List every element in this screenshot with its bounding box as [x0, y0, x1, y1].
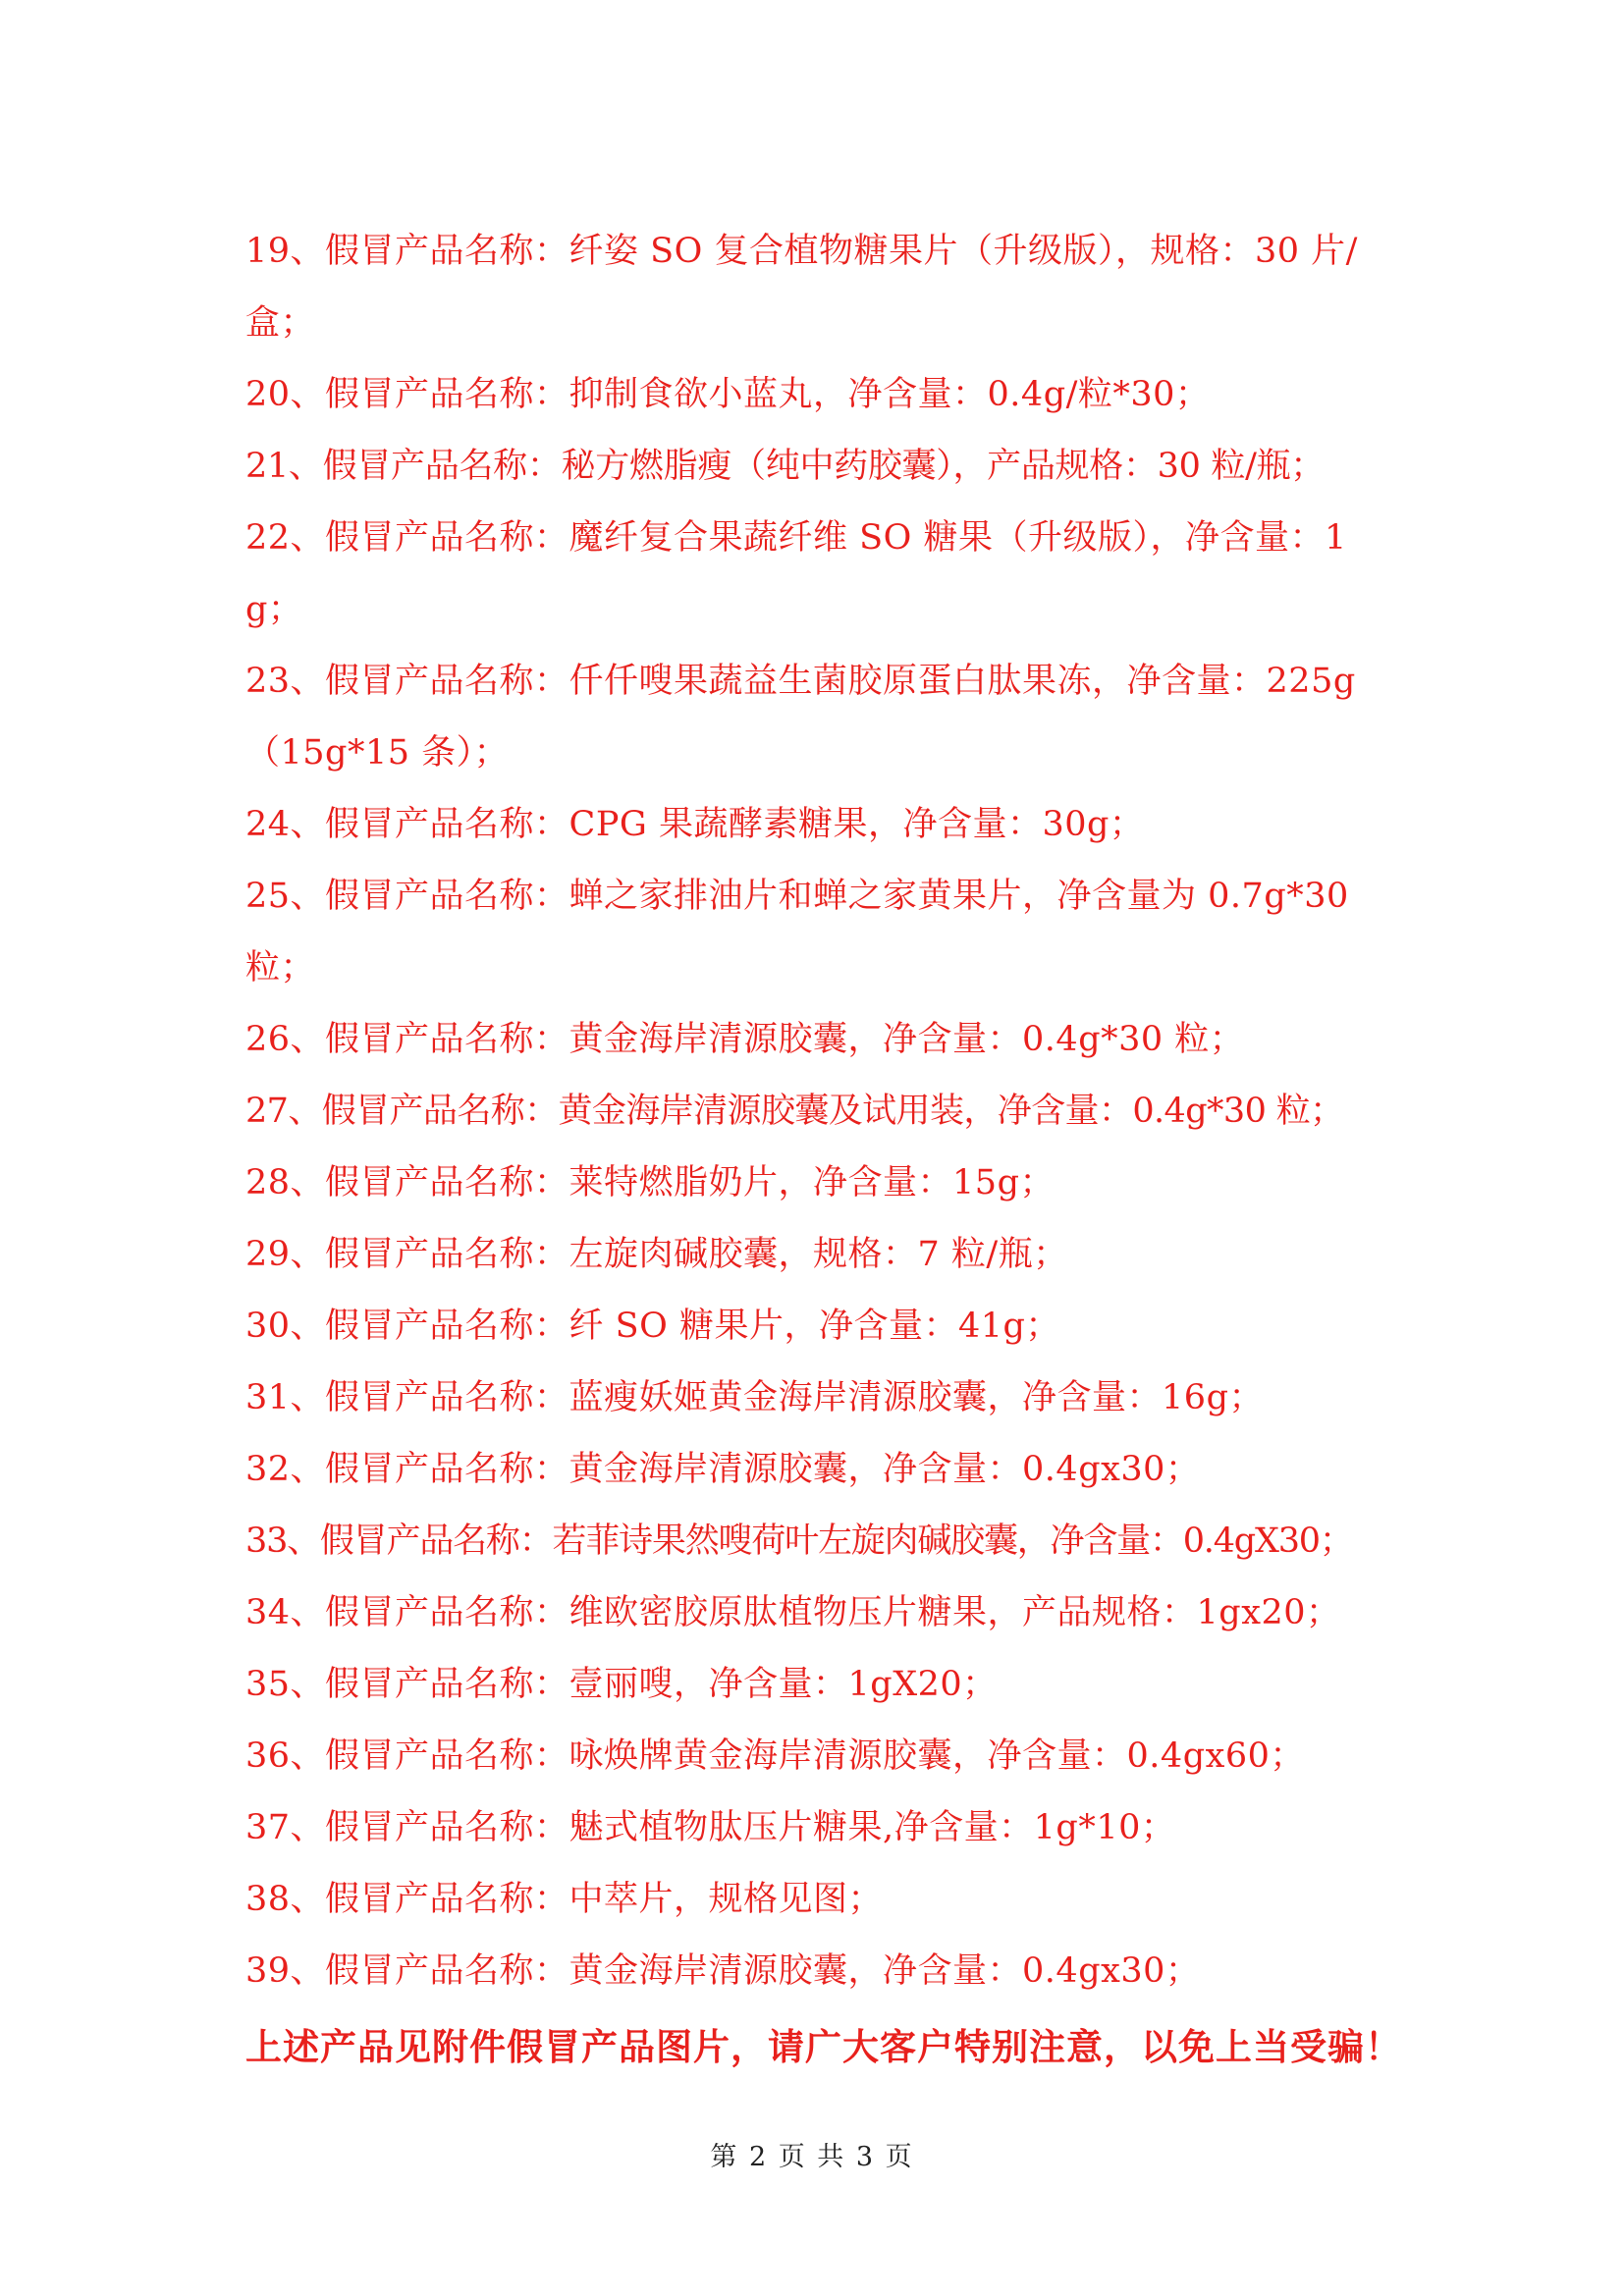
product-entry-25: 25、假冒产品名称：蝉之家排油片和蝉之家黄果片，净含量为 0.7g*30 粒； — [245, 877, 1349, 988]
product-entry-24: 24、假冒产品名称：CPG 果蔬酵素糖果，净含量：30g； — [245, 805, 1145, 844]
product-entry-22: 22、假冒产品名称：魔纤复合果蔬纤维 SO 糖果（升级版），净含量：1g； — [245, 518, 1347, 629]
product-entry-39: 39、假冒产品名称：黄金海岸清源胶囊，净含量：0.4gx30； — [245, 1951, 1201, 1991]
product-entry-32: 32、假冒产品名称：黄金海岸清源胶囊，净含量：0.4gx30； — [245, 1450, 1201, 1489]
page-number-footer: 第 2 页 共 3 页 — [710, 2142, 914, 2172]
product-entry-38: 38、假冒产品名称：中萃片，规格见图； — [245, 1880, 884, 1919]
product-entry-20: 20、假冒产品名称：抑制食欲小蓝丸，净含量：0.4g/粒*30； — [245, 375, 1211, 414]
product-entry-34: 34、假冒产品名称：维欧密胶原肽植物压片糖果，产品规格：1gx20； — [245, 1593, 1341, 1632]
product-entry-35: 35、假冒产品名称：壹丽嗖，净含量：1gX20； — [245, 1665, 998, 1704]
product-entry-29: 29、假冒产品名称：左旋肉碱胶囊，规格：7 粒/瓶； — [245, 1235, 1068, 1274]
product-entry-36: 36、假冒产品名称：咏焕牌黄金海岸清源胶囊，净含量：0.4gx60； — [245, 1736, 1305, 1776]
product-entry-37: 37、假冒产品名称：魅式植物肽压片糖果,净含量：1g*10； — [245, 1808, 1176, 1847]
product-entry-33: 33、假冒产品名称：若菲诗果然嗖荷叶左旋肉碱胶囊，净含量：0.4gX30； — [245, 1522, 1353, 1561]
product-entry-27: 27、假冒产品名称：黄金海岸清源胶囊及试用装，净含量：0.4g*30 粒； — [245, 1092, 1344, 1131]
document-body — [245, 216, 1402, 2086]
warning-notice: 上述产品见附件假冒产品图片，请广大客户特别注意，以免上当受骗！ — [245, 2025, 1402, 2068]
product-entry-30: 30、假冒产品名称：纤 SO 糖果片，净含量：41g； — [245, 1307, 1060, 1346]
product-entry-21: 21、假冒产品名称：秘方燃脂瘦（纯中药胶囊），产品规格：30 粒/瓶； — [245, 447, 1325, 486]
product-entry-23: 23、假冒产品名称：仟仟嗖果蔬益生菌胶原蛋白肽果冻，净含量：225g（15g*15 条）； — [245, 662, 1356, 773]
product-entry-26: 26、假冒产品名称：黄金海岸清源胶囊，净含量：0.4g*30 粒； — [245, 1020, 1245, 1059]
product-entry-31: 31、假冒产品名称：蓝瘦妖姬黄金海岸清源胶囊，净含量：16g； — [245, 1378, 1264, 1417]
product-entry-28: 28、假冒产品名称：莱特燃脂奶片，净含量：15g； — [245, 1163, 1055, 1202]
product-entry-19: 19、假冒产品名称：纤姿 SO 复合植物糖果片（升级版），规格：30 片/盒； — [245, 232, 1358, 343]
